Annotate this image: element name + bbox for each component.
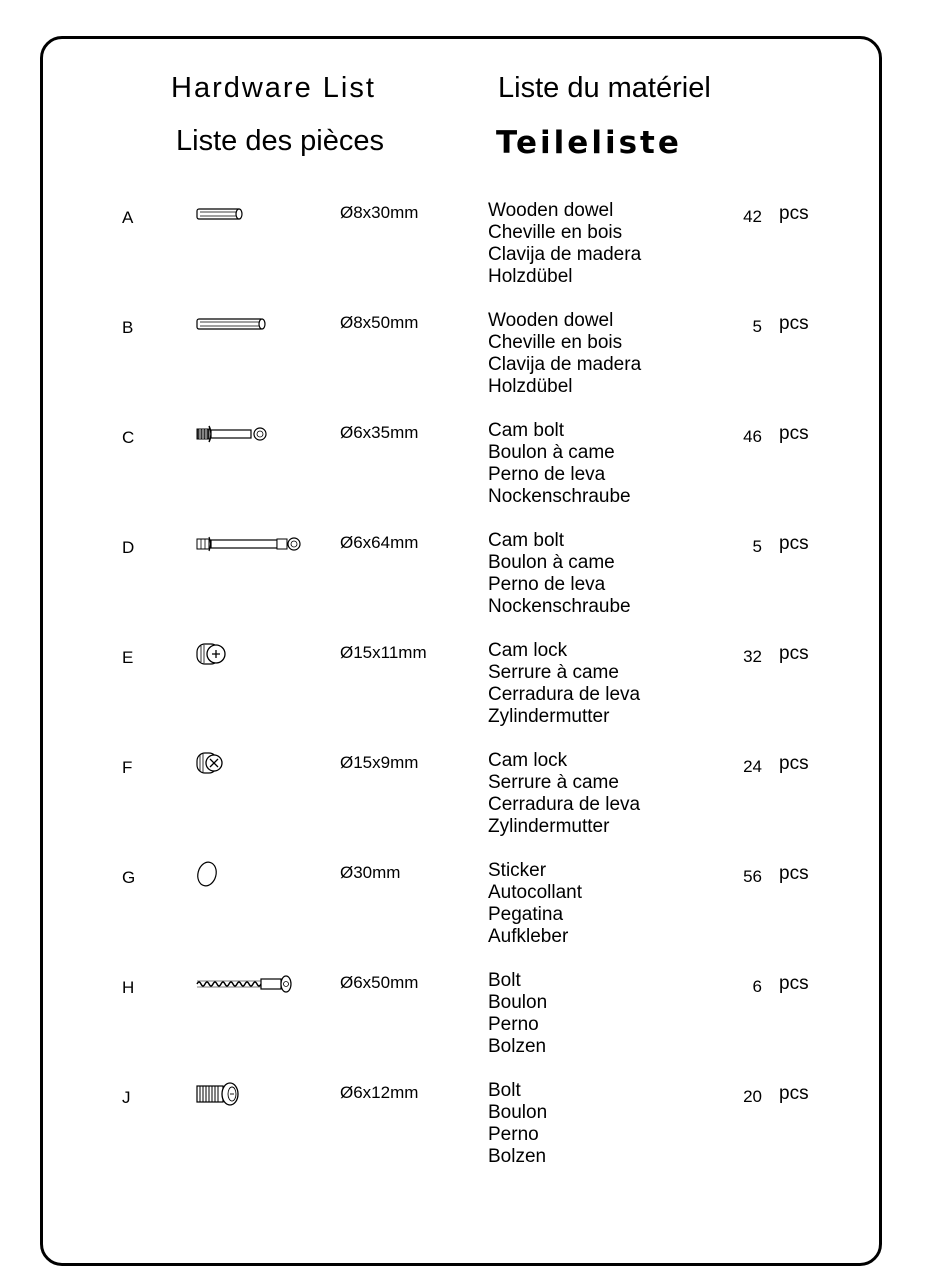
- item-unit: pcs: [779, 973, 809, 994]
- cam-bolt-short-icon: [194, 420, 314, 450]
- name-french: Serrure à came: [488, 662, 619, 683]
- name-english: Wooden dowel: [488, 200, 614, 221]
- item-names: [488, 640, 640, 728]
- hardware-row: [0, 530, 950, 640]
- item-quantity: 20: [743, 1087, 762, 1106]
- name-english: Cam lock: [488, 750, 568, 771]
- item-size: Ø6x64mm: [340, 533, 419, 552]
- hardware-row: [0, 200, 950, 310]
- item-quantity: 32: [743, 647, 762, 666]
- name-french: Serrure à came: [488, 772, 619, 793]
- name-french: Autocollant: [488, 882, 583, 903]
- item-unit: pcs: [779, 423, 809, 444]
- item-size: Ø8x30mm: [340, 203, 419, 222]
- name-english: Cam bolt: [488, 420, 565, 441]
- name-french: Cheville en bois: [488, 222, 623, 243]
- item-quantity: 5: [752, 317, 762, 336]
- name-spanish: Perno: [488, 1014, 539, 1035]
- long-bolt-icon: [194, 970, 314, 1000]
- item-letter: J: [122, 1088, 131, 1107]
- item-unit: pcs: [779, 643, 809, 664]
- name-spanish: Clavija de madera: [488, 244, 642, 265]
- item-unit: pcs: [779, 203, 809, 224]
- item-quantity: 46: [743, 427, 762, 446]
- item-names: [488, 970, 547, 1058]
- name-spanish: Cerradura de leva: [488, 794, 641, 815]
- name-english: Bolt: [488, 970, 521, 991]
- hardware-row: [0, 1080, 950, 1190]
- item-names: [488, 750, 640, 838]
- name-french: Boulon: [488, 992, 548, 1013]
- name-spanish: Pegatina: [488, 904, 564, 925]
- name-spanish: Cerradura de leva: [488, 684, 641, 705]
- name-english: Cam bolt: [488, 530, 565, 551]
- name-german: Bolzen: [488, 1036, 547, 1057]
- name-french: Boulon: [488, 1102, 548, 1123]
- short-bolt-icon: [194, 1080, 314, 1110]
- item-quantity: 42: [743, 207, 762, 226]
- item-size: Ø30mm: [340, 863, 401, 882]
- item-letter: D: [122, 538, 135, 557]
- hardware-row: [0, 860, 950, 970]
- item-unit: pcs: [779, 533, 809, 554]
- item-letter: C: [122, 428, 135, 447]
- name-german: Zylindermutter: [488, 706, 610, 727]
- name-english: Bolt: [488, 1080, 521, 1101]
- title-english: Hardware List: [171, 72, 376, 104]
- hardware-row: [0, 750, 950, 860]
- hardware-row: [0, 640, 950, 750]
- item-unit: pcs: [779, 313, 809, 334]
- item-letter: F: [122, 758, 133, 777]
- name-german: Zylindermutter: [488, 816, 610, 837]
- name-spanish: Perno de leva: [488, 574, 606, 595]
- item-quantity: 5: [752, 537, 762, 556]
- item-names: [488, 860, 582, 948]
- name-french: Boulon à came: [488, 552, 615, 573]
- name-spanish: Clavija de madera: [488, 354, 642, 375]
- hardware-row: [0, 420, 950, 530]
- name-german: Aufkleber: [488, 926, 569, 947]
- item-size: Ø15x11mm: [340, 643, 427, 662]
- name-german: Bolzen: [488, 1146, 547, 1167]
- cam-lock-large-icon: [194, 640, 314, 670]
- item-letter: E: [122, 648, 134, 667]
- item-quantity: 56: [743, 867, 762, 886]
- item-names: [488, 200, 641, 288]
- title-french-alt: Liste des pièces: [176, 125, 384, 157]
- name-french: Cheville en bois: [488, 332, 623, 353]
- name-french: Boulon à came: [488, 442, 615, 463]
- cam-bolt-long-icon: [194, 530, 314, 560]
- hardware-row: [0, 310, 950, 420]
- item-letter: B: [122, 318, 134, 337]
- item-names: [488, 1080, 547, 1168]
- name-spanish: Perno: [488, 1124, 539, 1145]
- item-quantity: 24: [743, 757, 762, 776]
- hardware-row: [0, 970, 950, 1080]
- item-letter: A: [122, 208, 134, 227]
- item-size: Ø6x50mm: [340, 973, 419, 992]
- item-unit: pcs: [779, 1083, 809, 1104]
- title-german: Teileliste: [496, 125, 682, 161]
- wooden-dowel-long-icon: [194, 310, 314, 340]
- item-size: Ø8x50mm: [340, 313, 419, 332]
- item-size: Ø6x12mm: [340, 1083, 419, 1102]
- item-quantity: 6: [752, 977, 762, 996]
- name-german: Holzdübel: [488, 266, 573, 287]
- wooden-dowel-short-icon: [194, 200, 314, 230]
- cam-lock-small-icon: [194, 750, 314, 780]
- item-size: Ø6x35mm: [340, 423, 419, 442]
- name-english: Cam lock: [488, 640, 568, 661]
- item-letter: G: [122, 868, 136, 887]
- name-english: Sticker: [488, 860, 547, 881]
- item-names: [488, 310, 641, 398]
- item-unit: pcs: [779, 863, 809, 884]
- name-german: Holzdübel: [488, 376, 573, 397]
- name-english: Wooden dowel: [488, 310, 614, 331]
- name-spanish: Perno de leva: [488, 464, 606, 485]
- item-letter: H: [122, 978, 135, 997]
- item-size: Ø15x9mm: [340, 753, 419, 772]
- title-french: Liste du matériel: [498, 72, 711, 104]
- name-german: Nockenschraube: [488, 486, 631, 507]
- sticker-icon: [194, 860, 314, 890]
- name-german: Nockenschraube: [488, 596, 631, 617]
- item-names: [488, 420, 631, 508]
- item-unit: pcs: [779, 753, 809, 774]
- item-names: [488, 530, 631, 618]
